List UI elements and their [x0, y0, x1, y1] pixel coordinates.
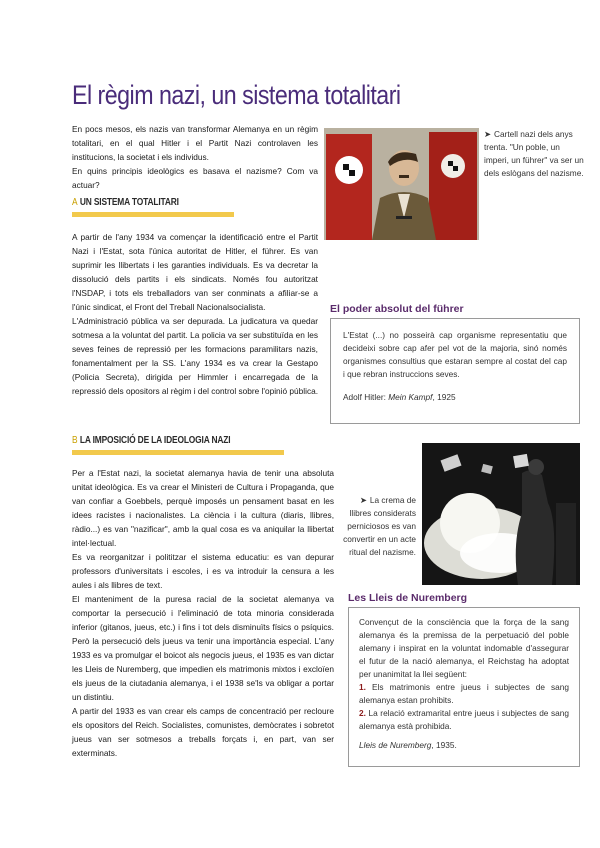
section-b-paragraph-4: A partir del 1933 es van crear els camps de concentració per recloure els opositors del Reich. Socialistes, comunistes, demòcrates i sobretot jueus van ser sotmesos a treballs forçats i, en part, van ser exterminats. — [72, 706, 334, 758]
nuremberg-item-1-number: 1. — [359, 682, 366, 692]
nuremberg-source-year: , 1935. — [431, 740, 457, 750]
section-a-paragraph-1: A partir de l'any 1934 va començar la identificació entre el Partit Nazi i l'Estat, sota l'única autoritat de Hitler, el führer. Es van suprimir les llibertats i les garanties individuals. Es va decretar la dissolució dels partits i els sindicats. Només fou autoritzat l'NSDAP, i tots els treballadors van ser conminats a afiliar-se a l'únic sindicat, el Front del Treball Nacionalsocialista. — [72, 232, 318, 312]
intro-paragraph: En pocs mesos, els nazis van transformar Alemanya en un règim totalitari, en el qual Hitler i el Partit Nazi controlaven les institucions, la societat i els individus. — [72, 124, 318, 162]
fuhrer-source-year: , 1925 — [432, 392, 456, 402]
nuremberg-box-title: Les Lleis de Nuremberg — [348, 592, 468, 604]
page-title: El règim nazi, un sistema totalitari — [72, 80, 401, 110]
nuremberg-source-work: Lleis de Nuremberg — [359, 740, 432, 750]
nazi-poster-image — [324, 128, 479, 240]
poster-caption — [484, 128, 584, 180]
section-b-paragraph-1: Per a l'Estat nazi, la societat alemanya havia de tenir una absoluta unitat ideològica. Es va crear el Ministeri de Cultura i Propaganda, que van confiar a Goebbels, perquè imposés un pensament basat en les idees racistes i nacionalistes. La ciència i la cultura (diaris, llibres, ràdio...) es van "nazificar", amb la qual cosa es va aniquilar la llibertat intel·lectual. — [72, 468, 334, 548]
section-a-paragraph-2: L'Administració pública va ser depurada. La judicatura va quedar sotmesa a la voluntat del partit. La policia va ser substituïda en les seves feines de repressió per les formacions paramilitars nazis, fonamentalment per la SS. L'any 1934 es va crear la Gestapo (Policia Secreta), dirigida per Himmler i encarregada de la repressió dels opositors al règim i del control sobre l'opinió pública. — [72, 316, 319, 396]
fuhrer-quote-source — [343, 391, 567, 404]
fuhrer-box-title: El poder absolut del führer — [330, 303, 464, 315]
nuremberg-item-2-number: 2. — [359, 708, 366, 718]
arrow-icon: ➤ — [484, 129, 491, 139]
section-b-text — [72, 466, 334, 760]
poster-caption-text: Cartell nazi dels anys trenta. "Un poble, un imperi, un führer" va ser un dels eslògans del nazisme. — [484, 129, 584, 178]
section-b-title: LA IMPOSICIÓ DE LA IDEOLOGIA NAZI — [79, 434, 231, 446]
section-a-heading — [72, 196, 179, 208]
section-b-paragraph-2: Es va reorganitzar i polititzar el sistema educatiu: es van depurar professors d'universitats i escoles, i es va introduir la censura a les aules i als llibres de text. — [72, 552, 334, 590]
burning-caption-text: La crema de llibres considerats perniciosos es van convertir en un acte ritual del nazisme. — [343, 495, 416, 557]
fuhrer-quote: L'Estat (...) no posseirà cap organisme representatiu que decideixi sobre cap afer pel vot de la majoria, sinó només organismes consultius que estaran sempre al costat del cap i que rebran instruccions seves. — [343, 330, 567, 379]
nuremberg-item-2-text: La relació extramarital entre jueus i subjectes de sang alemanya està prohibida. — [359, 708, 569, 731]
arrow-icon: ➤ — [359, 495, 367, 505]
section-b-paragraph-3: El manteniment de la puresa racial de la societat alemanya va comportar la persecució i l'eliminació de tota minoria considerada inferior (gitanos, jueus, etc.) i fins i tot dels disminuïts físics o psíquics. Però la persecució dels jueus va tenir una importància especial. L'any 1933 es va promulgar el boicot als negocis jueus, el 1935 es van dictar les Lleis de Nuremberg, que impedien els matrimonis mixtos i excloïen els jueus de la ciutadania alemanya, i el 1938 se'ls va obligar a portar un distintiu. — [72, 594, 334, 702]
intro-question: En quins principis ideològics es basava el nazisme? Com va actuar? — [72, 166, 318, 190]
section-b-underline — [72, 450, 284, 455]
nuremberg-source — [359, 739, 569, 752]
nuremberg-quote-box — [348, 607, 580, 767]
section-a-text — [72, 230, 318, 398]
fuhrer-source-author: Adolf Hitler: — [343, 392, 386, 402]
section-a-title: UN SISTEMA TOTALITARI — [79, 196, 179, 208]
section-a-underline — [72, 212, 234, 217]
book-burning-image — [422, 443, 580, 585]
section-a-letter: A — [72, 196, 78, 208]
fuhrer-source-work: Mein Kampf — [388, 392, 433, 402]
intro-text — [72, 122, 318, 192]
nuremberg-item-1-text: Els matrimonis entre jueus i subjectes de sang alemanya estan prohibits. — [359, 682, 569, 705]
nuremberg-item-2 — [359, 707, 569, 733]
nuremberg-item-1 — [359, 681, 569, 707]
burning-caption — [338, 494, 416, 559]
nuremberg-intro: Convençut de la consciència que la força de la sang alemanya és la premissa de la perpetuació del poble alemany i inspirat en la voluntat indomable d'assegurar el futur de la nació alemanya, el Reichstag ha adoptat per unanimitat la llei següent: — [359, 617, 569, 679]
section-b-letter: B — [72, 434, 78, 446]
section-b-heading — [72, 434, 230, 446]
fuhrer-quote-box — [330, 318, 580, 424]
